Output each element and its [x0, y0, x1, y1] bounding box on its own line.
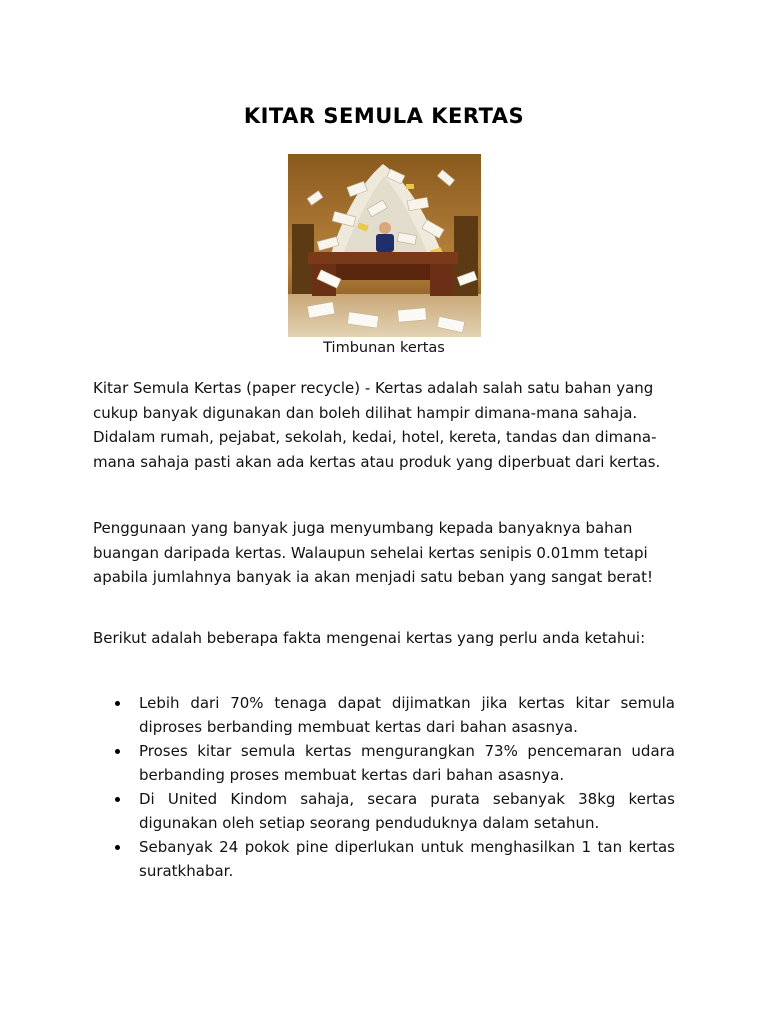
- list-item: [93, 739, 675, 787]
- paragraph-intro: Kitar Semula Kertas (paper recycle) - Kertas adalah salah satu bahan yang cukup banyak digunakan dan boleh dilihat hampir dimana-mana sahaja. Didalam rumah, pejabat, sekolah, kedai, hotel, kereta, tandas dan dimana-mana sahaja pasti akan ada kertas atau produk yang diperbuat dari kertas.: [93, 379, 661, 471]
- paragraph-waste: Penggunaan yang banyak juga menyumbang kepada banyaknya bahan buangan daripada kertas. Walaupun sehelai kertas senipis 0.01mm tetapi apabila jumlahnya banyak ia akan menjadi satu beban yang sangat berat!: [93, 519, 653, 586]
- fact-text: Sebanyak 24 pokok pine diperlukan untuk menghasilkan 1 tan kertas suratkhabar.: [139, 838, 675, 880]
- bullet-icon: [115, 845, 120, 850]
- list-item: [93, 787, 675, 835]
- paper-pile-photo: [288, 154, 481, 337]
- list-item: [93, 835, 675, 883]
- list-item: [93, 691, 675, 739]
- bullet-icon: [115, 749, 120, 754]
- document-title: KITAR SEMULA KERTAS: [243, 104, 525, 128]
- bullet-icon: [115, 797, 120, 802]
- bullet-icon: [115, 701, 120, 706]
- fact-text: Di United Kindom sahaja, secara purata sebanyak 38kg kertas digunakan oleh setiap seorang penduduknya dalam setahun.: [139, 790, 675, 832]
- paragraph-facts-intro: Berikut adalah beberapa fakta mengenai kertas yang perlu anda ketahui:: [93, 629, 646, 647]
- fact-text: Proses kitar semula kertas mengurangkan 73% pencemaran udara berbanding proses membuat kertas dari bahan asasnya.: [139, 742, 675, 784]
- fact-text: Lebih dari 70% tenaga dapat dijimatkan jika kertas kitar semula diproses berbanding membuat kertas dari bahan asasnya.: [139, 694, 675, 736]
- facts-list: [93, 691, 675, 883]
- image-caption: Timbunan kertas: [323, 340, 445, 356]
